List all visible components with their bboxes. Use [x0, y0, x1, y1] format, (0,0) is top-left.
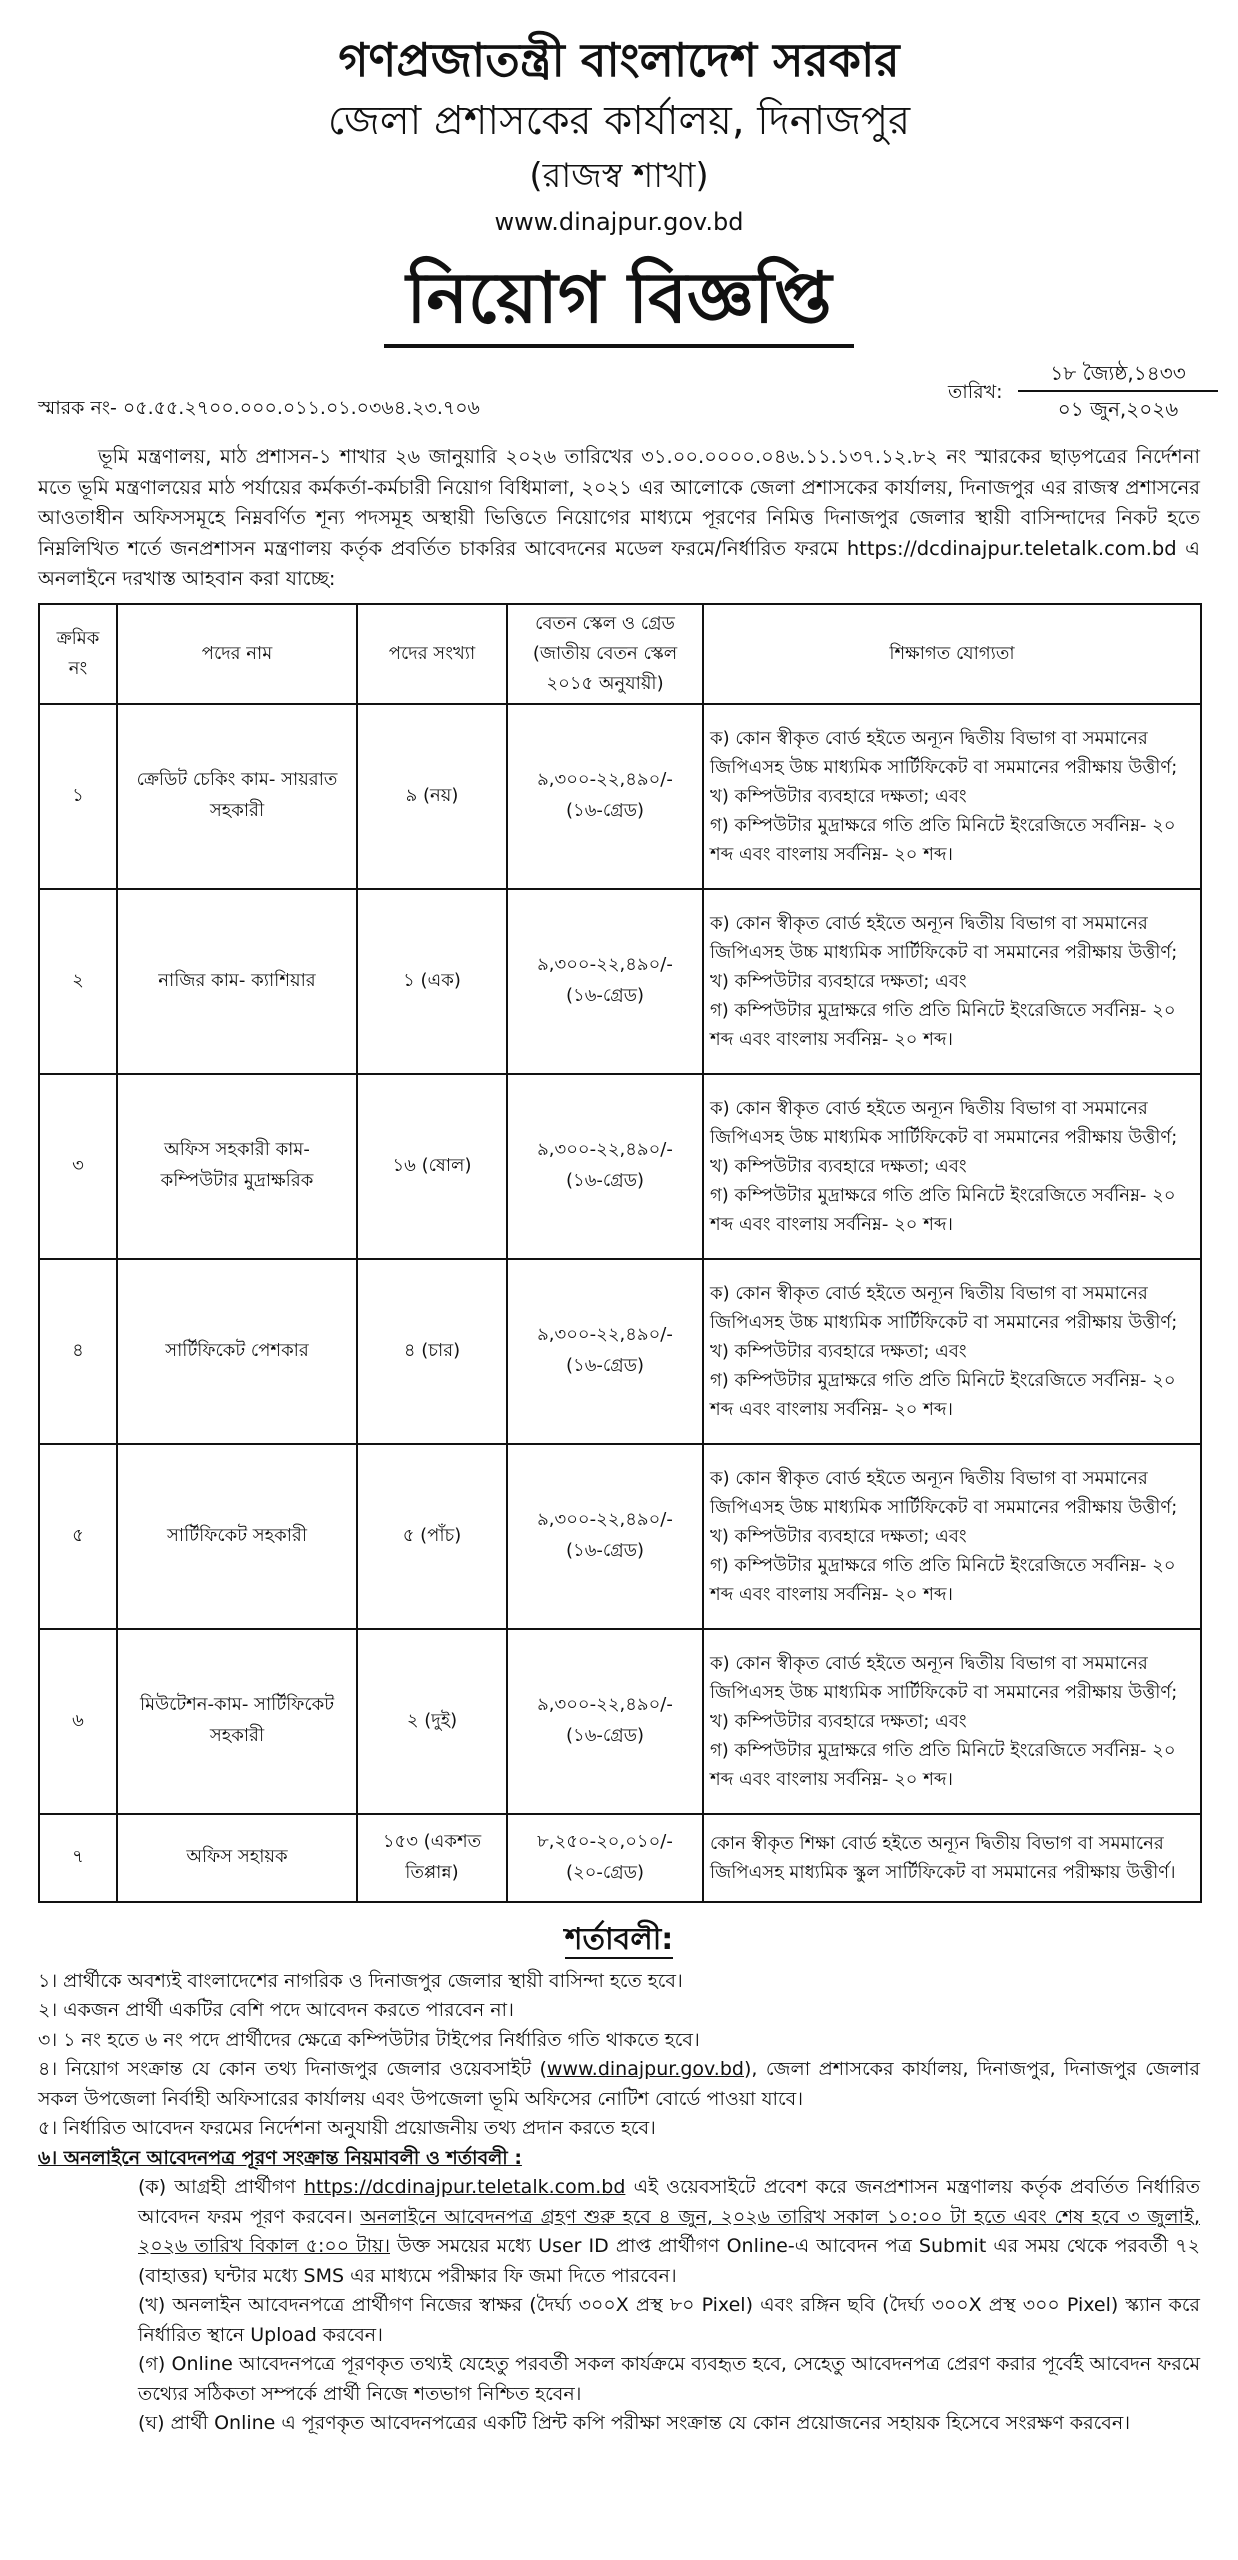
grade-value: (১৬-গ্রেড)	[566, 1355, 644, 1376]
term-6-ka-text-c: উক্ত সময়ের মধ্যে User ID প্রাপ্ত প্রার্থীগণ Online-এ আবেদন পত্র Submit এর সময় থেকে পরবর্তী ৭২ (বাহাত্তর) ঘন্টার মধ্যে SMS এর মাধ্যমে পরীক্ষার ফি জমা দিতে পারবেন।	[138, 2235, 1200, 2287]
qualification-c: গ) কম্পিউটার মুদ্রাক্ষরে গতি প্রতি মিনিটে ইংরেজিতে সর্বনিম্ন- ২০ শব্দ এবং বাংলায় সর্বনিম্ন- ২০ শব্দ।	[710, 1739, 1176, 1790]
cell-post: ক্রেডিট চেকিং কাম- সায়রাত সহকারী	[117, 704, 357, 889]
term-4	[38, 2055, 1200, 2114]
header-serial: ক্রমিক নং	[39, 604, 117, 704]
date-box	[1018, 356, 1218, 426]
qualification-c: গ) কম্পিউটার মুদ্রাক্ষরে গতি প্রতি মিনিটে ইংরেজিতে সর্বনিম্ন- ২০ শব্দ এবং বাংলায় সর্বনিম্ন- ২০ শব্দ।	[710, 1184, 1176, 1235]
term-5: ৫। নির্ধারিত আবেদন ফরমের নির্দেশনা অনুযায়ী প্রয়োজনীয় তথ্য প্রদান করতে হবে।	[38, 2117, 656, 2139]
cell-scale	[507, 1259, 703, 1444]
cell-scale	[507, 1814, 703, 1902]
cell-post: মিউটেশন-কাম- সার্টিফিকেট সহকারী	[117, 1629, 357, 1814]
cell-qualification	[703, 1814, 1201, 1902]
qualification-a: ক) কোন স্বীকৃত বোর্ড হইতে অন্যূন দ্বিতীয় বিভাগ বা সমমানের জিপিএসহ উচ্চ মাধ্যমিক সার্টিফিকেট বা সমমানের পরীক্ষায় উত্তীর্ণ;	[710, 1282, 1178, 1333]
qualification-b: খ) কম্পিউটার ব্যবহারে দক্ষতা; এবং	[710, 785, 967, 807]
grade-value: (১৬-গ্রেড)	[566, 1170, 644, 1191]
header-scale: বেতন স্কেল ও গ্রেড (জাতীয় বেতন স্কেল ২০১৫ অনুযায়ী)	[507, 604, 703, 704]
scale-value: ৯,৩০০-২২,৪৯০/-	[537, 1694, 673, 1715]
table-row	[39, 1629, 1201, 1814]
qualification-b: খ) কম্পিউটার ব্যবহারে দক্ষতা; এবং	[710, 1340, 967, 1362]
table-row	[39, 1074, 1201, 1259]
cell-scale	[507, 1444, 703, 1629]
grade-value: (১৬-গ্রেড)	[566, 985, 644, 1006]
terms-heading-wrap	[38, 1919, 1200, 1961]
qualification-b: খ) কম্পিউটার ব্যবহারে দক্ষতা; এবং	[710, 1525, 967, 1547]
qualification-a: ক) কোন স্বীকৃত বোর্ড হইতে অন্যূন দ্বিতীয় বিভাগ বা সমমানের জিপিএসহ উচ্চ মাধ্যমিক সার্টিফিকেট বা সমমানের পরীক্ষায় উত্তীর্ণ;	[710, 912, 1178, 963]
cell-scale	[507, 1074, 703, 1259]
term-3: ৩। ১ নং হতে ৬ নং পদে প্রার্থীদের ক্ষেত্রে কম্পিউটার টাইপের নির্ধারিত গতি থাকতে হবে।	[38, 2028, 700, 2051]
grade-value: (১৬-গ্রেড)	[566, 800, 644, 821]
date-english: ০১ জুন,২০২৬	[1057, 397, 1179, 421]
terms-heading: শর্তাবলী:	[564, 1921, 674, 1957]
branch-name: (রাজস্ব শাখা)	[529, 156, 709, 196]
cell-count: ১৫৩ (একশত তিপ্পান্ন)	[357, 1814, 507, 1902]
header-post: পদের নাম	[117, 604, 357, 704]
term-6-heading: ৬। অনলাইনে আবেদনপত্র পূরণ সংক্রান্ত নিয়মাবলী ও শর্তাবলী :	[38, 2146, 522, 2169]
cell-qualification	[703, 704, 1201, 889]
cell-qualification	[703, 1629, 1201, 1814]
memo-number: স্মারক নং- ০৫.৫৫.২৭০০.০০০.০১১.০১.০৩৬৪.২৩.৭০৬	[38, 397, 480, 419]
cell-count: ১ (এক)	[357, 889, 507, 1074]
term-4-text-b: ), জেলা প্রশাসকের কার্যালয়, দিনাজপুর, দিনাজপুর জেলার সকল উপজেলা নির্বাহী অফিসারের কার্যালয় এবং উপজেলা ভূমি অফিসের নোটিশ বোর্ডে পাওয়া যাবে।	[38, 2058, 1200, 2110]
grade-value: (২০-গ্রেড)	[566, 1861, 644, 1883]
qualification-c: গ) কম্পিউটার মুদ্রাক্ষরে গতি প্রতি মিনিটে ইংরেজিতে সর্বনিম্ন- ২০ শব্দ এবং বাংলায় সর্বনিম্ন- ২০ শব্দ।	[710, 1554, 1176, 1605]
cell-scale	[507, 889, 703, 1074]
letterhead	[38, 0, 1200, 242]
qualification-a: ক) কোন স্বীকৃত বোর্ড হইতে অন্যূন দ্বিতীয় বিভাগ বা সমমানের জিপিএসহ উচ্চ মাধ্যমিক সার্টিফিকেট বা সমমানের পরীক্ষায় উত্তীর্ণ;	[710, 1467, 1178, 1518]
cell-serial: ১	[39, 704, 117, 889]
notice-title: নিয়োগ বিজ্ঞপ্তি	[384, 252, 853, 348]
cell-serial: ৭	[39, 1814, 117, 1902]
office-name: জেলা প্রশাসকের কার্যালয়, দিনাজপুর	[327, 98, 911, 144]
cell-post: সার্টিফিকেট সহকারী	[117, 1444, 357, 1629]
cell-post: অফিস সহায়ক	[117, 1814, 357, 1902]
qualification-a: ক) কোন স্বীকৃত বোর্ড হইতে অন্যূন দ্বিতীয় বিভাগ বা সমমানের জিপিএসহ উচ্চ মাধ্যমিক সার্টিফিকেট বা সমমানের পরীক্ষায় উত্তীর্ণ;	[710, 1652, 1178, 1703]
term-6-ka-text-a: (ক) আগ্রহী প্রার্থীগণ	[138, 2176, 304, 2198]
qualification-c: গ) কম্পিউটার মুদ্রাক্ষরে গতি প্রতি মিনিটে ইংরেজিতে সর্বনিম্ন- ২০ শব্দ এবং বাংলায় সর্বনিম্ন- ২০ শব্দ।	[710, 1369, 1176, 1420]
term-6-ga: (গ) Online আবেদনপত্রে পূরণকৃত তথ্যই যেহেতু পরবর্তী সকল কার্যক্রমে ব্যবহৃত হবে, সেহেতু আবেদনপত্র প্রেরণ করার পূর্বেই আবেদন ফরমে তথ্যের সঠিকতা সম্পর্কে প্রার্থী নিজে শতভাগ নিশ্চিত হবেন।	[138, 2353, 1200, 2405]
application-window: অনলাইনে আবেদনপত্র গ্রহণ শুরু হবে ৪ জুন, ২০২৬ তারিখ সকাল ১০:০০ টা হতে এবং শেষ হবে ৩ জুলাই, ২০২৬ তারিখ বিকাল ৫:০০ টায়।	[138, 2205, 1200, 2257]
term-4-text-a: ৪। নিয়োগ সংক্রান্ত যে কোন তথ্য দিনাজপুর জেলার ওয়েবসাইট (	[38, 2058, 547, 2080]
cell-count: ৪ (চার)	[357, 1259, 507, 1444]
header-qualification: শিক্ষাগত যোগ্যতা	[703, 604, 1201, 704]
table-row	[39, 889, 1201, 1074]
header-count: পদের সংখ্যা	[357, 604, 507, 704]
cell-count: ২ (দুই)	[357, 1629, 507, 1814]
term-6-gha: (ঘ) প্রার্থী Online এ পূরণকৃত আবেদনপত্রের একটি প্রিন্ট কপি পরীক্ষা সংক্রান্ত যে কোন প্রয়োজনের সহায়ক হিসেবে সংরক্ষণ করবেন।	[138, 2412, 1131, 2434]
term-4-website-link[interactable]: www.dinajpur.gov.bd	[546, 2058, 744, 2080]
qualification-b: খ) কম্পিউটার ব্যবহারে দক্ষতা; এবং	[710, 1710, 967, 1732]
date-bangla: ১৮ জ্যৈষ্ঠ,১৪৩৩	[1018, 356, 1218, 392]
cell-qualification	[703, 1074, 1201, 1259]
term-6-kha: (খ) অনলাইন আবেদনপত্রে প্রার্থীগণ নিজের স্বাক্ষর (দৈর্ঘ্য ৩০০X প্রস্থ ৮০ Pixel) এবং রঙ্গিন ছবি (দৈর্ঘ্য ৩০০X প্রস্থ ৩০০ Pixel) স্ক্যান করে নির্ধারিত স্থানে Upload করবেন।	[138, 2294, 1200, 2346]
grade-value: (১৬-গ্রেড)	[566, 1540, 644, 1561]
government-name: গণপ্রজাতন্ত্রী বাংলাদেশ সরকার	[338, 33, 900, 87]
qualification-a: ক) কোন স্বীকৃত বোর্ড হইতে অন্যূন দ্বিতীয় বিভাগ বা সমমানের জিপিএসহ উচ্চ মাধ্যমিক সার্টিফিকেট বা সমমানের পরীক্ষায় উত্তীর্ণ;	[710, 1097, 1178, 1148]
reference-row	[38, 356, 1200, 434]
cell-serial: ২	[39, 889, 117, 1074]
cell-serial: ৫	[39, 1444, 117, 1629]
table-row	[39, 1259, 1201, 1444]
cell-count: ১৬ (ষোল)	[357, 1074, 507, 1259]
title-wrap	[38, 252, 1200, 348]
cell-post: নাজির কাম- ক্যাশিয়ার	[117, 889, 357, 1074]
table-row	[39, 704, 1201, 889]
application-site-link[interactable]: https://dcdinajpur.teletalk.com.bd	[304, 2176, 626, 2198]
qualification-c: গ) কম্পিউটার মুদ্রাক্ষরে গতি প্রতি মিনিটে ইংরেজিতে সর্বনিম্ন- ২০ শব্দ এবং বাংলায় সর্বনিম্ন- ২০ শব্দ।	[710, 814, 1176, 865]
term-6	[38, 2144, 1200, 2174]
cell-scale	[507, 1629, 703, 1814]
cell-scale	[507, 704, 703, 889]
website-link[interactable]: www.dinajpur.gov.bd	[494, 208, 744, 236]
table-header-row	[39, 604, 1201, 704]
scale-value: ৯,৩০০-২২,৪৯০/-	[537, 1509, 673, 1530]
term-1: ১। প্রার্থীকে অবশ্যই বাংলাদেশের নাগরিক ও দিনাজপুর জেলার স্থায়ী বাসিন্দা হতে হবে।	[38, 1969, 683, 1992]
qualification-c: গ) কম্পিউটার মুদ্রাক্ষরে গতি প্রতি মিনিটে ইংরেজিতে সর্বনিম্ন- ২০ শব্দ এবং বাংলায় সর্বনিম্ন- ২০ শব্দ।	[710, 999, 1176, 1050]
scale-value: ৯,৩০০-২২,৪৯০/-	[537, 1324, 673, 1345]
terms-list	[38, 1967, 1200, 2439]
term-6-ka-text-b: এই ওয়েবসাইটে প্রবেশ করে জনপ্রশাসন মন্ত্রণালয় কর্তৃক প্রবর্তিত নির্ধারিত আবেদন ফরম পূরণ করবেন।	[138, 2176, 1201, 2228]
term-6-ka	[138, 2173, 1200, 2291]
qualification-a: ক) কোন স্বীকৃত বোর্ড হইতে অন্যূন দ্বিতীয় বিভাগ বা সমমানের জিপিএসহ উচ্চ মাধ্যমিক সার্টিফিকেট বা সমমানের পরীক্ষায় উত্তীর্ণ;	[710, 727, 1178, 778]
qualification-a: কোন স্বীকৃত শিক্ষা বোর্ড হইতে অন্যূন দ্বিতীয় বিভাগ বা সমমানের জিপিএসহ মাধ্যমিক স্কুল সার্টিফিকেট বা সমমানের পরীক্ষায় উত্তীর্ণ।	[710, 1832, 1176, 1883]
cell-count: ৯ (নয়)	[357, 704, 507, 889]
cell-serial: ৬	[39, 1629, 117, 1814]
cell-qualification	[703, 1444, 1201, 1629]
grade-value: (১৬-গ্রেড)	[566, 1725, 644, 1746]
term-2: ২। একজন প্রার্থী একটির বেশি পদে আবেদন করতে পারবেন না।	[38, 1999, 514, 2021]
qualification-b: খ) কম্পিউটার ব্যবহারে দক্ষতা; এবং	[710, 970, 967, 992]
cell-count: ৫ (পাঁচ)	[357, 1444, 507, 1629]
table-row	[39, 1814, 1201, 1902]
scale-value: ৯,৩০০-২২,৪৯০/-	[537, 954, 673, 975]
intro-paragraph: ভূমি মন্ত্রণালয়, মাঠ প্রশাসন-১ শাখার ২৬ জানুয়ারি ২০২৬ তারিখের ৩১.০০.০০০০.০৪৬.১১.১৩৭.১২.৮২ নং স্মারকের ছাড়পত্রের নির্দেশনা মতে ভূমি মন্ত্রণালয়ের মাঠ পর্যায়ের কর্মকর্তা-কর্মচারী নিয়োগ বিধিমালা, ২০২১ এর আলোকে জেলা প্রশাসকের কার্যালয়, দিনাজপুর এর রাজস্ব প্রশাসনের আওতাধীন অফিসসমূহে নিম্নবর্ণিত শূন্য পদসমূহ অস্থায়ী ভিত্তিতে নিয়োগের মাধ্যমে পূরণের নিমিত্ত দিনাজপুর জেলার স্থায়ী বাসিন্দাদের নিকট হতে নিম্নলিখিত শর্তে জনপ্রশাসন মন্ত্রণালয় কর্তৃক প্রবর্তিত চাকরির আবেদনের মডেল ফরমে/নির্ধারিত ফরমে https://dcdinajpur.teletalk.com.bd এ অনলাইনে দরখাস্ত আহবান করা যাচ্ছে:	[38, 445, 1200, 590]
table-row	[39, 1444, 1201, 1629]
scale-value: ৯,৩০০-২২,৪৯০/-	[537, 769, 673, 790]
scale-value: ৯,৩০০-২২,৪৯০/-	[537, 1139, 673, 1160]
cell-post: সার্টিফিকেট পেশকার	[117, 1259, 357, 1444]
cell-qualification	[703, 1259, 1201, 1444]
cell-serial: ৪	[39, 1259, 117, 1444]
qualification-b: খ) কম্পিউটার ব্যবহারে দক্ষতা; এবং	[710, 1155, 967, 1177]
cell-post: অফিস সহকারী কাম- কম্পিউটার মুদ্রাক্ষরিক	[117, 1074, 357, 1259]
scale-value: ৮,২৫০-২০,০১০/-	[537, 1830, 673, 1852]
cell-serial: ৩	[39, 1074, 117, 1259]
date-label: তারিখ:	[948, 381, 1003, 403]
cell-qualification	[703, 889, 1201, 1074]
vacancy-table	[38, 603, 1202, 1903]
